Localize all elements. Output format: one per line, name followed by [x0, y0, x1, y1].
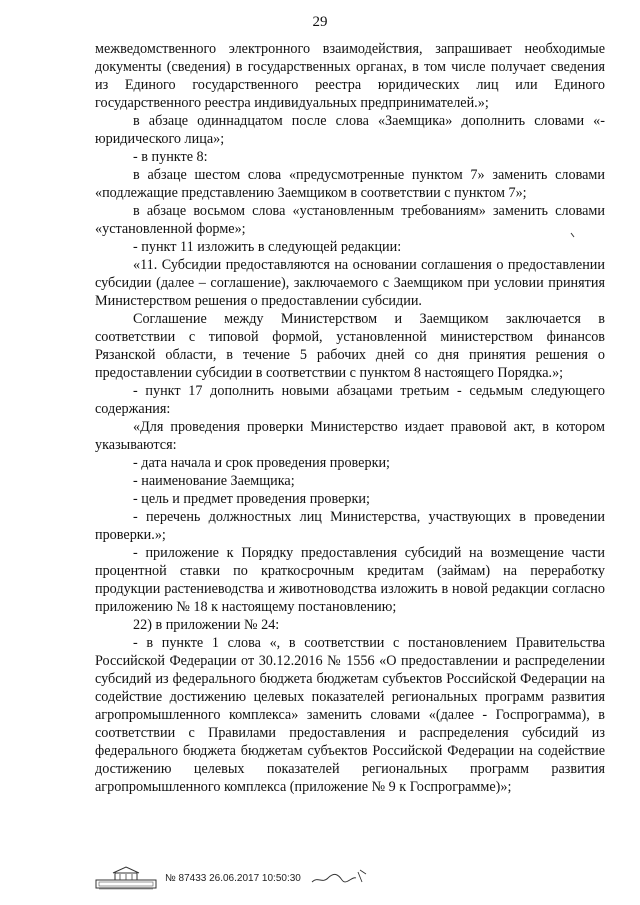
- paragraph: «Для проведения проверки Министерство издает правовой акт, в котором указываются:: [95, 419, 605, 453]
- paragraph: - пункт 17 дополнить новыми абзацами третьим - седьмым следующего содержания:: [95, 383, 605, 417]
- paragraph: межведомственного электронного взаимодействия, запрашивает необходимые документы (сведения) в государственных органах, в том числе получает сведения из Единого государственного реестра юридических лиц или Единого государственного реестра индивидуальных предпринимателей.»;: [95, 41, 605, 111]
- paragraph: «11. Субсидии предоставляются на основании соглашения о предоставлении субсидии (далее – соглашение), заключаемого с Заемщиком при условии принятия Министерством решения о предоставлении субсидии.: [95, 257, 605, 309]
- registration-stamp-text: № 87433 26.06.2017 10:50:30: [165, 873, 301, 884]
- paragraph: - приложение к Порядку предоставления субсидий на возмещение части процентной ставки по краткосрочным кредитам (займам) на переработку продукции растениеводства и животноводства изложить в новой редакции согласно приложению № 18 к настоящему постановлению;: [95, 545, 605, 615]
- paragraph: в абзаце шестом слова «предусмотренные пунктом 7» заменить словами «подлежащие представлению Заемщиком в соответствии с пунктом 7»;: [95, 167, 605, 201]
- registration-footer: [95, 864, 565, 890]
- paragraph: - в пункте 8:: [133, 149, 208, 165]
- paragraph: - наименование Заемщика;: [133, 473, 295, 489]
- paragraph: в абзаце восьмом слова «установленным требованиям» заменить словами «установленной форме»;: [95, 203, 605, 237]
- paragraph: - дата начала и срок проведения проверки;: [133, 455, 390, 471]
- document-body: [95, 40, 605, 796]
- paragraph: - перечень должностных лиц Министерства, участвующих в проведении проверки.»;: [95, 509, 605, 543]
- paragraph: - в пункте 1 слова «, в соответствии с постановлением Правительства Российской Федерации от 30.12.2016 № 1556 «О предоставлении и распределении субсидий из федерального бюджета бюджетам субъектов Российской Федерации на содействие достижению целевых показателей региональных программ развития агропромышленного комплекса» заменить словами «(далее - Госпрограмма), в соответствии с Правилами предоставления и распределения субсидий из федерального бюджета бюджетам субъектов Российской Федерации на содействие достижению целевых показателей региональных программ развития агропромышленного комплекса (приложение № 9 к Госпрограмме)»;: [95, 635, 605, 795]
- paragraph: в абзаце одиннадцатом после слова «Заемщика» дополнить словами «- юридического лица»;: [95, 113, 605, 147]
- handwritten-mark: [310, 866, 370, 888]
- page-number: 29: [312, 14, 328, 30]
- building-stamp-icon: [95, 864, 157, 890]
- paragraph: Соглашение между Министерством и Заемщиком заключается в соответствии с типовой формой, установленной министерством финансов Рязанской области, в течение 5 рабочих дней со дня принятия решения о предоставлении субсидии в соответствии с пунктом 8 настоящего Порядка.»;: [95, 311, 605, 381]
- paragraph: - цель и предмет проведения проверки;: [133, 491, 370, 507]
- stray-mark: [570, 232, 576, 238]
- paragraph: - пункт 11 изложить в следующей редакции:: [133, 239, 402, 255]
- paragraph: 22) в приложении № 24:: [133, 617, 280, 633]
